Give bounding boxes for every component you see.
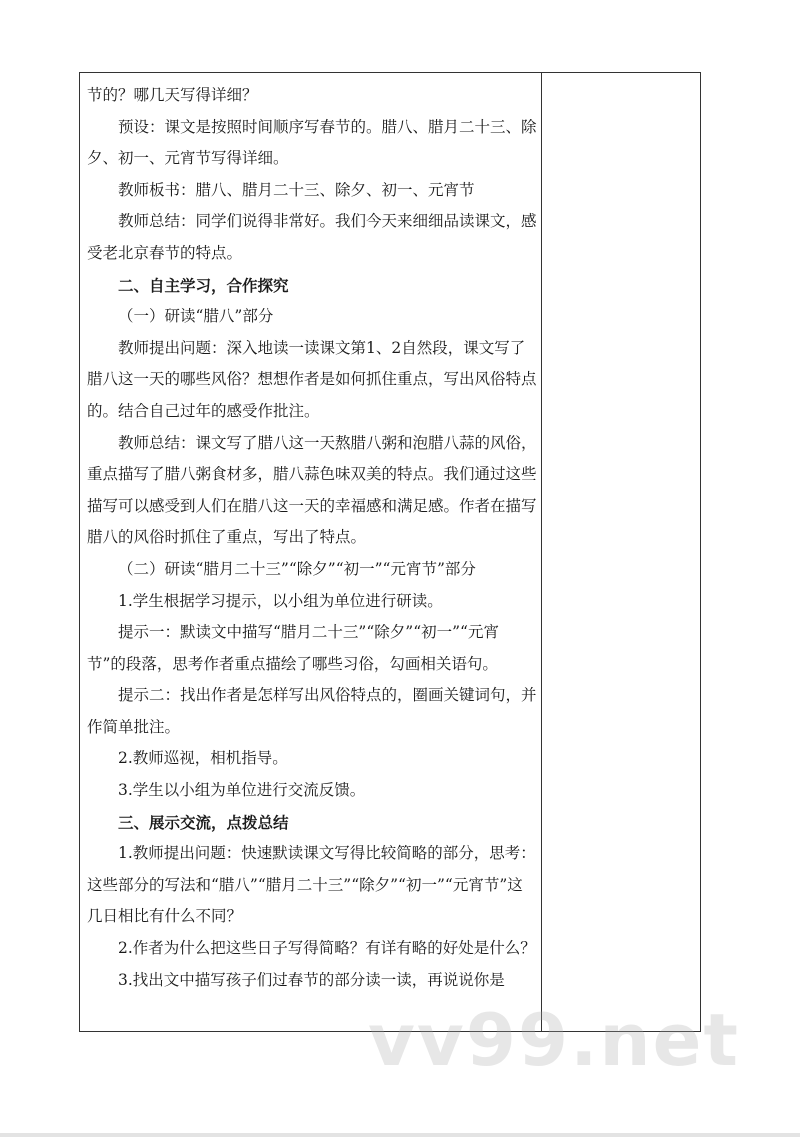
paragraph: 教师总结：课文写了腊八这一天熬腊八粥和泡腊八蒜的风俗，重点描写了腊八粥食材多，腊八蒜色味双美的特点。我们通过这些描写可以感受到人们在腊八这一天的幸福感和满足感。作者在描写腊八的风俗时抓住了重点，写出了特点。 — [87, 433, 537, 547]
subsection-heading: （二）研读“腊月二十三”“除夕”“初一”“元宵节”部分 — [118, 559, 476, 578]
paragraph: 提示一：默读文中描写“腊月二十三”“除夕”“初一”“元宵节”的段落，思考作者重点描绘了哪些习俗，勾画相关语句。 — [87, 623, 499, 673]
paragraph: 3.找出文中描写孩子们过春节的部分读一读，再说说你是 — [118, 970, 505, 989]
paragraph: 3.学生以小组为单位进行交流反馈。 — [118, 781, 366, 800]
paragraph: 教师总结：同学们说得非常好。我们今天来细细品读课文，感受老北京春节的特点。 — [87, 212, 537, 262]
paragraph: 2.教师巡视，相机指导。 — [118, 749, 288, 768]
subsection-heading: （一）研读“腊八”部分 — [118, 307, 274, 326]
paragraph: 教师板书：腊八、腊月二十三、除夕、初一、元宵节 — [118, 180, 475, 199]
paragraph: 教师提出问题：深入地读一读课文第1、2自然段，课文写了腊八这一天的哪些风俗？想想作者是如何抓住重点，写出风俗特点的。结合自己过年的感受作批注。 — [87, 338, 537, 420]
page-bottom-edge — [0, 1133, 800, 1137]
paragraph: 2.作者为什么把这些日子写得简略？有详有略的好处是什么？ — [118, 939, 536, 958]
lesson-text — [87, 80, 537, 996]
section-heading: 三、展示交流，点拨总结 — [118, 812, 289, 832]
paragraph: 提示二：找出作者是怎样写出风俗特点的，圈画关键词句，并作简单批注。 — [87, 686, 537, 736]
paragraph: 1.教师提出问题：快速默读课文写得比较简略的部分，思考：这些部分的写法和“腊八”“腊月二十三”“除夕”“初一”“元宵节”这几日相比有什么不同？ — [87, 844, 536, 926]
paragraph: 1.学生根据学习提示，以小组为单位进行研读。 — [118, 591, 443, 610]
paragraph: 预设：课文是按照时间顺序写春节的。腊八、腊月二十三、除夕、初一、元宵节写得详细。 — [87, 117, 537, 168]
paragraph: 节的？哪几天写得详细？ — [87, 86, 258, 104]
watermark: vv99.net — [368, 998, 740, 1082]
section-heading: 二、自主学习，合作探究 — [118, 275, 289, 295]
lesson-table-notes-cell — [541, 72, 701, 1032]
